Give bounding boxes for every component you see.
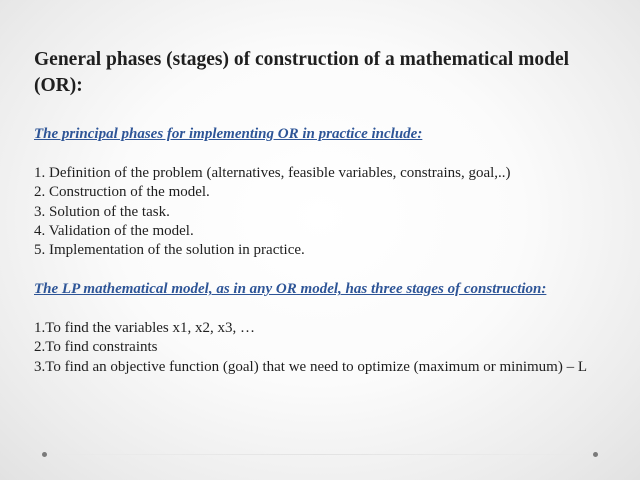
phase-item: 2. Construction of the model. (34, 184, 210, 201)
bullet-dot-icon (593, 452, 598, 457)
spacer (34, 144, 614, 163)
phase-item: 5. Implementation of the solution in practice. (34, 242, 305, 259)
slide-title: General phases (stages) of construction of a mathematical model (OR): (34, 49, 570, 96)
spacer (34, 300, 614, 319)
phase-item: 4. Validation of the model. (34, 223, 194, 240)
section-heading-lp-stages: The LP mathematical model, as in any OR model, has three stages of construction: (34, 281, 547, 298)
section-heading-phases: The principal phases for implementing OR in practice include: (34, 126, 423, 142)
stage-item: 2.To find constraints (34, 339, 158, 356)
stage-item: 1.To find the variables x1, x2, x3, … (34, 320, 255, 337)
phase-item: 1. Definition of the problem (alternatives, feasible variables, constrains, goal,..) (34, 164, 511, 181)
spacer (34, 261, 614, 280)
stage-item: 3.To find an objective function (goal) that we need to optimize (maximum or minimum) – L (34, 358, 587, 375)
slide-body (34, 125, 614, 377)
footer-divider (50, 454, 590, 455)
phase-item: 3. Solution of the task. (34, 203, 170, 220)
bullet-dot-icon (42, 452, 47, 457)
